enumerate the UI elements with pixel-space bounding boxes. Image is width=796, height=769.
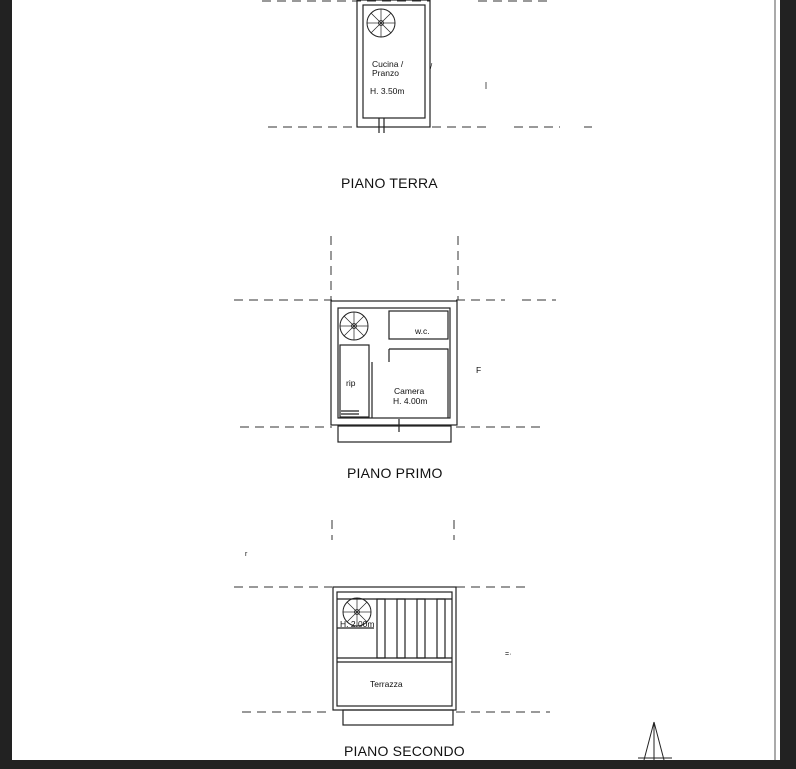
first-side-mark: F bbox=[476, 365, 482, 375]
ground-room-name-1: Cucina / bbox=[372, 59, 404, 69]
right-border bbox=[780, 0, 796, 769]
second-floor-plan bbox=[234, 520, 550, 759]
first-floor-title: PIANO PRIMO bbox=[347, 465, 443, 481]
north-arrow-icon bbox=[638, 722, 672, 760]
svg-text:/: / bbox=[430, 62, 433, 71]
bottom-border bbox=[0, 760, 796, 769]
svg-text:=·: =· bbox=[505, 651, 512, 658]
left-border bbox=[0, 0, 12, 769]
ground-spiral-stair-icon bbox=[367, 9, 395, 37]
first-storage-label: rip bbox=[346, 378, 356, 388]
ground-room-name-2: Pranzo bbox=[372, 68, 399, 78]
second-terrace-name: Terrazza bbox=[370, 679, 403, 689]
first-wc-label: w.c. bbox=[415, 326, 430, 336]
ground-room-height: H. 3.50m bbox=[370, 86, 405, 96]
first-spiral-stair-icon bbox=[340, 312, 368, 340]
first-bedroom-height: H. 4.00m bbox=[393, 396, 428, 406]
first-floor-plan bbox=[234, 236, 556, 481]
second-floor-title: PIANO SECONDO bbox=[344, 743, 465, 759]
ground-floor-title: PIANO TERRA bbox=[341, 175, 438, 191]
svg-text:r: r bbox=[245, 551, 248, 558]
first-bedroom-name: Camera bbox=[394, 386, 425, 396]
second-room-height: H. 2.00m bbox=[340, 619, 375, 629]
ground-floor-plan bbox=[262, 0, 592, 191]
